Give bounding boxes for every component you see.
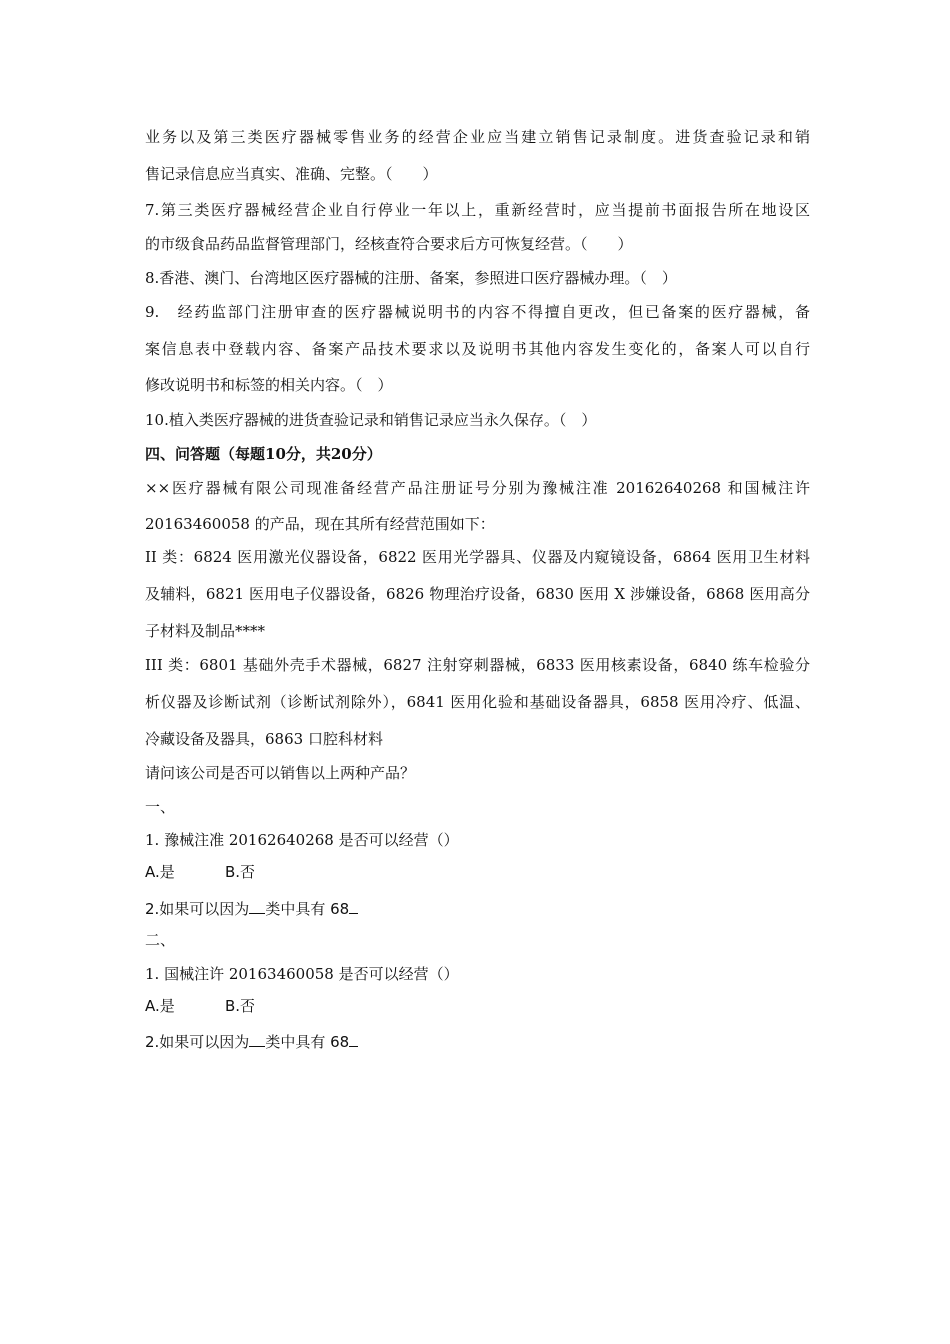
part-two-question: 1. 国械注许 20163460058 是否可以经营（） (145, 965, 459, 983)
class-ii-scope-line: II 类：6824 医用激光仪器设备，6822 医用光学器具、仪器及内窥镜设备，6864 医用卫生材料 (145, 548, 810, 566)
class-blank[interactable] (249, 1031, 265, 1047)
part-one-heading: 一、 (145, 798, 176, 816)
reason-mid: 类中具有 68 (265, 1033, 350, 1051)
option-a[interactable]: A.是 (145, 863, 175, 881)
class-iii-scope-line: III 类：6801 基础外壳手术器械，6827 注射穿刺器械，6833 医用核素设备，6840 练车检验分 (145, 656, 810, 674)
question-9-line: 9. 经药监部门注册审查的医疗器械说明书的内容不得擅自更改，但已备案的医疗器械，备 (145, 303, 810, 321)
part-two-options (145, 996, 345, 1016)
reason-prefix: 2.如果可以因为 (145, 900, 250, 918)
question-7-line: 7.第三类医疗器械经营企业自行停业一年以上，重新经营时，应当提前书面报告所在地设区 (145, 201, 810, 219)
reason-prefix: 2.如果可以因为 (145, 1033, 250, 1051)
question-9-line: 案信息表中登载内容、备案产品技术要求以及说明书其他内容发生变化的，备案人可以自行 (145, 340, 810, 358)
paragraph-line: 业务以及第三类医疗器械零售业务的经营企业应当建立销售记录制度。进货查验记录和销 (145, 128, 810, 146)
code-blank[interactable] (349, 1031, 358, 1047)
code-blank[interactable] (349, 898, 358, 914)
class-ii-scope-line: 子材料及制品**** (145, 622, 266, 640)
part-one-reason (145, 898, 358, 919)
question-10-line: 10.植入类医疗器械的进货查验记录和销售记录应当永久保存。（ ） (145, 411, 597, 429)
part-one-question: 1. 豫械注准 20162640268 是否可以经营（） (145, 831, 459, 849)
paragraph-line: 售记录信息应当真实、准确、完整。（ ） (145, 165, 438, 183)
section-heading: 四、问答题（每题10分，共20分） (145, 445, 382, 463)
option-b[interactable]: B.否 (225, 863, 256, 881)
case-question: 请问该公司是否可以销售以上两种产品？ (145, 764, 416, 782)
case-intro-line: 20163460058 的产品，现在其所有经营范围如下： (145, 515, 495, 533)
part-one-options (145, 862, 345, 882)
part-two-reason (145, 1031, 358, 1052)
option-a[interactable]: A.是 (145, 997, 175, 1015)
class-iii-scope-line: 析仪器及诊断试剂（诊断试剂除外），6841 医用化验和基础设备器具，6858 医用冷疗、低温、 (145, 693, 810, 711)
case-intro-line: ××医疗器械有限公司现准备经营产品注册证号分别为豫械注准 20162640268 和国械注许 (145, 479, 810, 497)
question-8-line: 8.香港、澳门、台湾地区医疗器械的注册、备案，参照进口医疗器械办理。（ ） (145, 269, 677, 287)
class-blank[interactable] (249, 898, 265, 914)
question-7-line: 的市级食品药品监督管理部门，经核查符合要求后方可恢复经营。（ ） (145, 235, 633, 253)
class-ii-scope-line: 及辅料，6821 医用电子仪器设备，6826 物理治疗设备，6830 医用 X 涉嫌设备，6868 医用高分 (145, 585, 810, 603)
option-b[interactable]: B.否 (225, 997, 256, 1015)
question-9-line: 修改说明书和标签的相关内容。（ ） (145, 376, 393, 394)
part-two-heading: 二、 (145, 931, 176, 949)
class-iii-scope-line: 冷藏设备及器具，6863 口腔科材料 (145, 730, 383, 748)
reason-mid: 类中具有 68 (265, 900, 350, 918)
